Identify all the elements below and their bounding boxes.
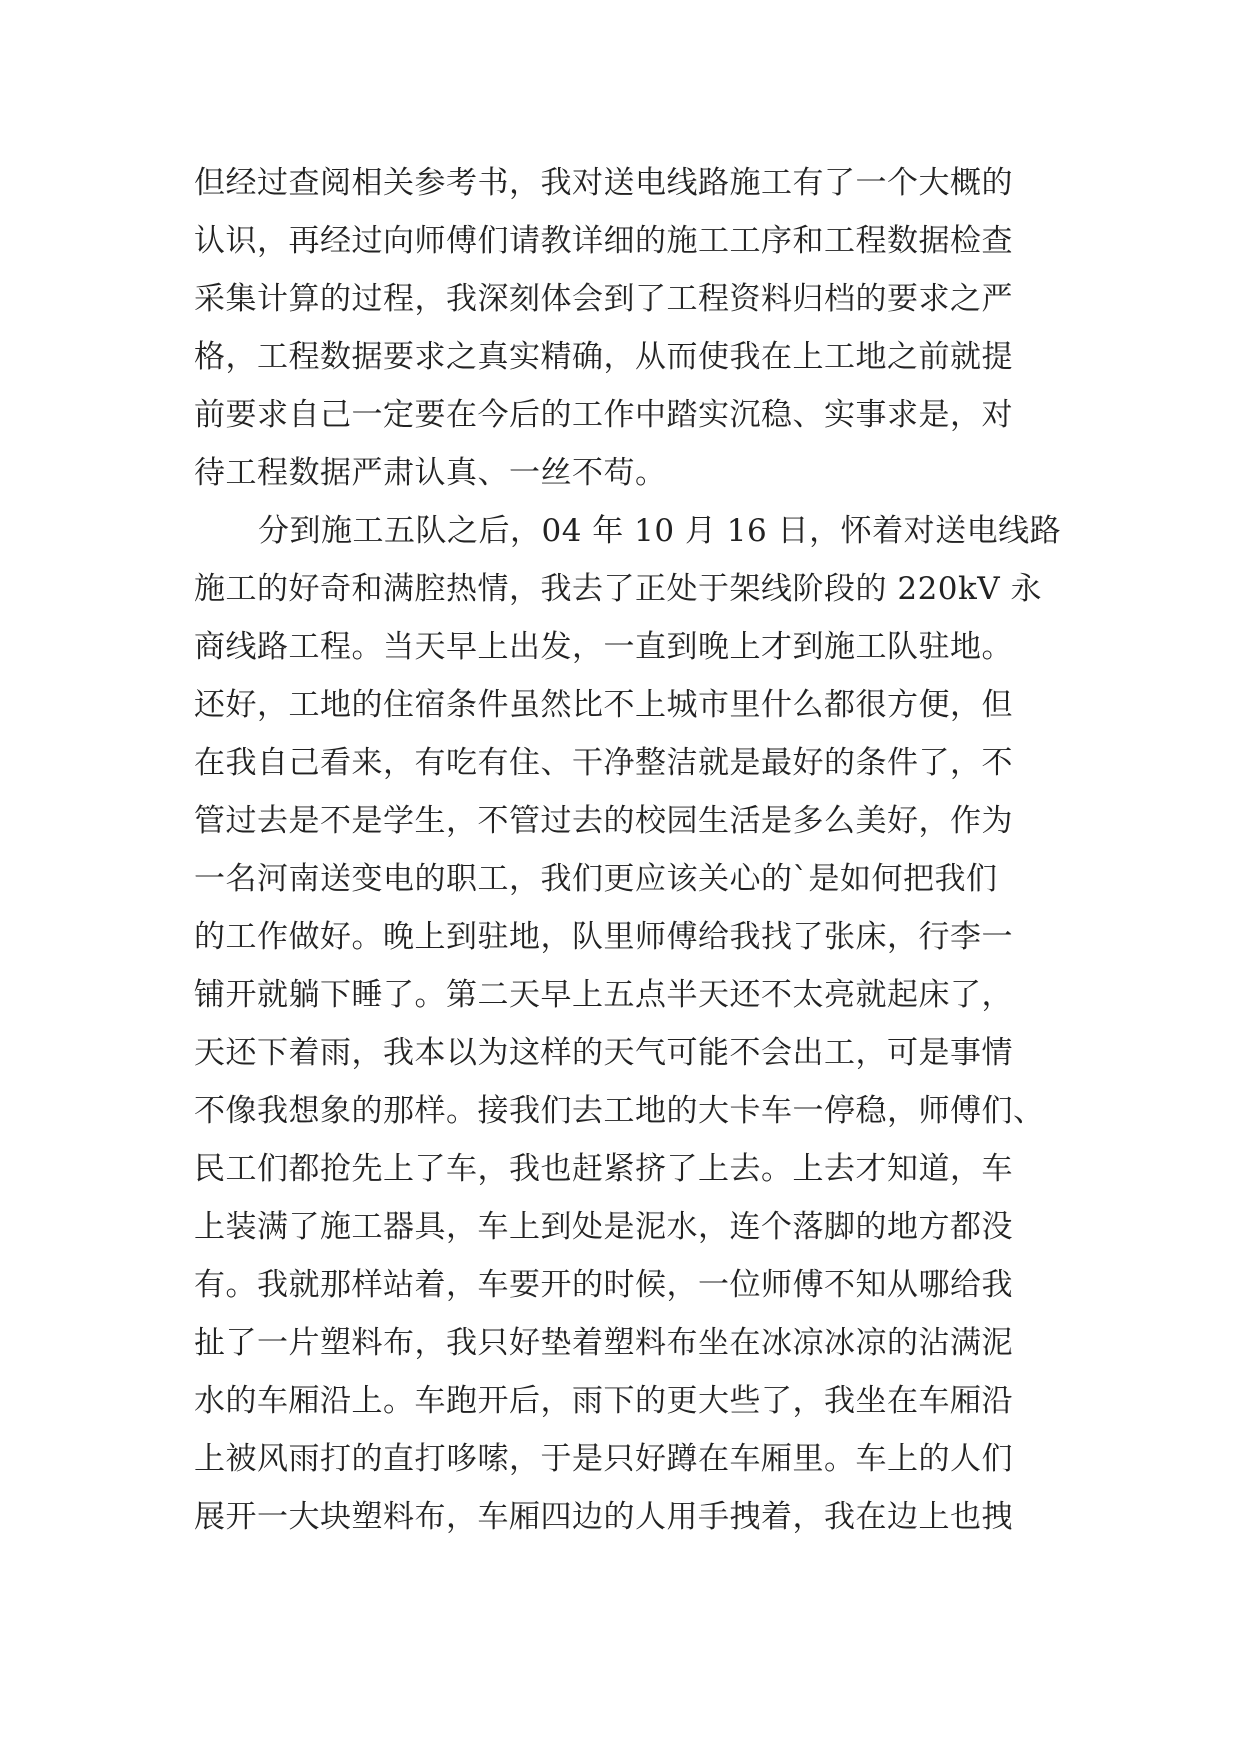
text-line: 在我自己看来，有吃有住、干净整洁就是最好的条件了，不: [194, 745, 1013, 781]
text-line: 格，工程数据要求之真实精确，从而使我在上工地之前就提: [194, 339, 1013, 375]
text-line: 认识，再经过向师傅们请教详细的施工工序和工程数据检查: [194, 223, 1013, 259]
text-line: 待工程数据严肃认真、一丝不苟。: [194, 455, 667, 491]
text-line: 采集计算的过程，我深刻体会到了工程资料归档的要求之严: [194, 281, 1013, 317]
text-line: 水的车厢沿上。车跑开后，雨下的更大些了，我坐在车厢沿: [194, 1383, 1013, 1419]
text-line: 商线路工程。当天早上出发，一直到晚上才到施工队驻地。: [194, 629, 1013, 665]
text-line: 不像我想象的那样。接我们去工地的大卡车一停稳，师傅们、: [194, 1093, 1045, 1129]
text-line: 施工的好奇和满腔热情，我去了正处于架线阶段的 220kV 永: [194, 571, 1043, 607]
text-line: 天还下着雨，我本以为这样的天气可能不会出工，可是事情: [194, 1035, 1013, 1071]
text-line: 上装满了施工器具，车上到处是泥水，连个落脚的地方都没: [194, 1209, 1013, 1245]
text-line: 但经过查阅相关参考书，我对送电线路施工有了一个大概的: [194, 165, 1013, 201]
text-line: 民工们都抢先上了车，我也赶紧挤了上去。上去才知道，车: [194, 1151, 1013, 1187]
text-line: 扯了一片塑料布，我只好垫着塑料布坐在冰凉冰凉的沾满泥: [194, 1325, 1013, 1361]
text-line: 管过去是不是学生，不管过去的校园生活是多么美好，作为: [194, 803, 1013, 839]
text-line: 展开一大块塑料布，车厢四边的人用手拽着，我在边上也拽: [194, 1499, 1013, 1535]
paragraph-1: [194, 154, 1074, 502]
text-line: 有。我就那样站着，车要开的时候，一位师傅不知从哪给我: [194, 1267, 1013, 1303]
text-line: 还好，工地的住宿条件虽然比不上城市里什么都很方便，但: [194, 687, 1013, 723]
text-line-indented: 分到施工五队之后，04 年 10 月 16 日，怀着对送电线路: [258, 513, 1062, 549]
text-line: 上被风雨打的直打哆嗦，于是只好蹲在车厢里。车上的人们: [194, 1441, 1013, 1477]
paragraph-2: [194, 502, 1074, 1546]
text-line: 铺开就躺下睡了。第二天早上五点半天还不太亮就起床了，: [194, 977, 1013, 1013]
document-page: [194, 154, 1074, 1546]
text-line: 的工作做好。晚上到驻地，队里师傅给我找了张床，行李一: [194, 919, 1013, 955]
text-line: 一名河南送变电的职工，我们更应该关心的`是如何把我们: [194, 861, 998, 897]
text-line: 前要求自己一定要在今后的工作中踏实沉稳、实事求是，对: [194, 397, 1013, 433]
